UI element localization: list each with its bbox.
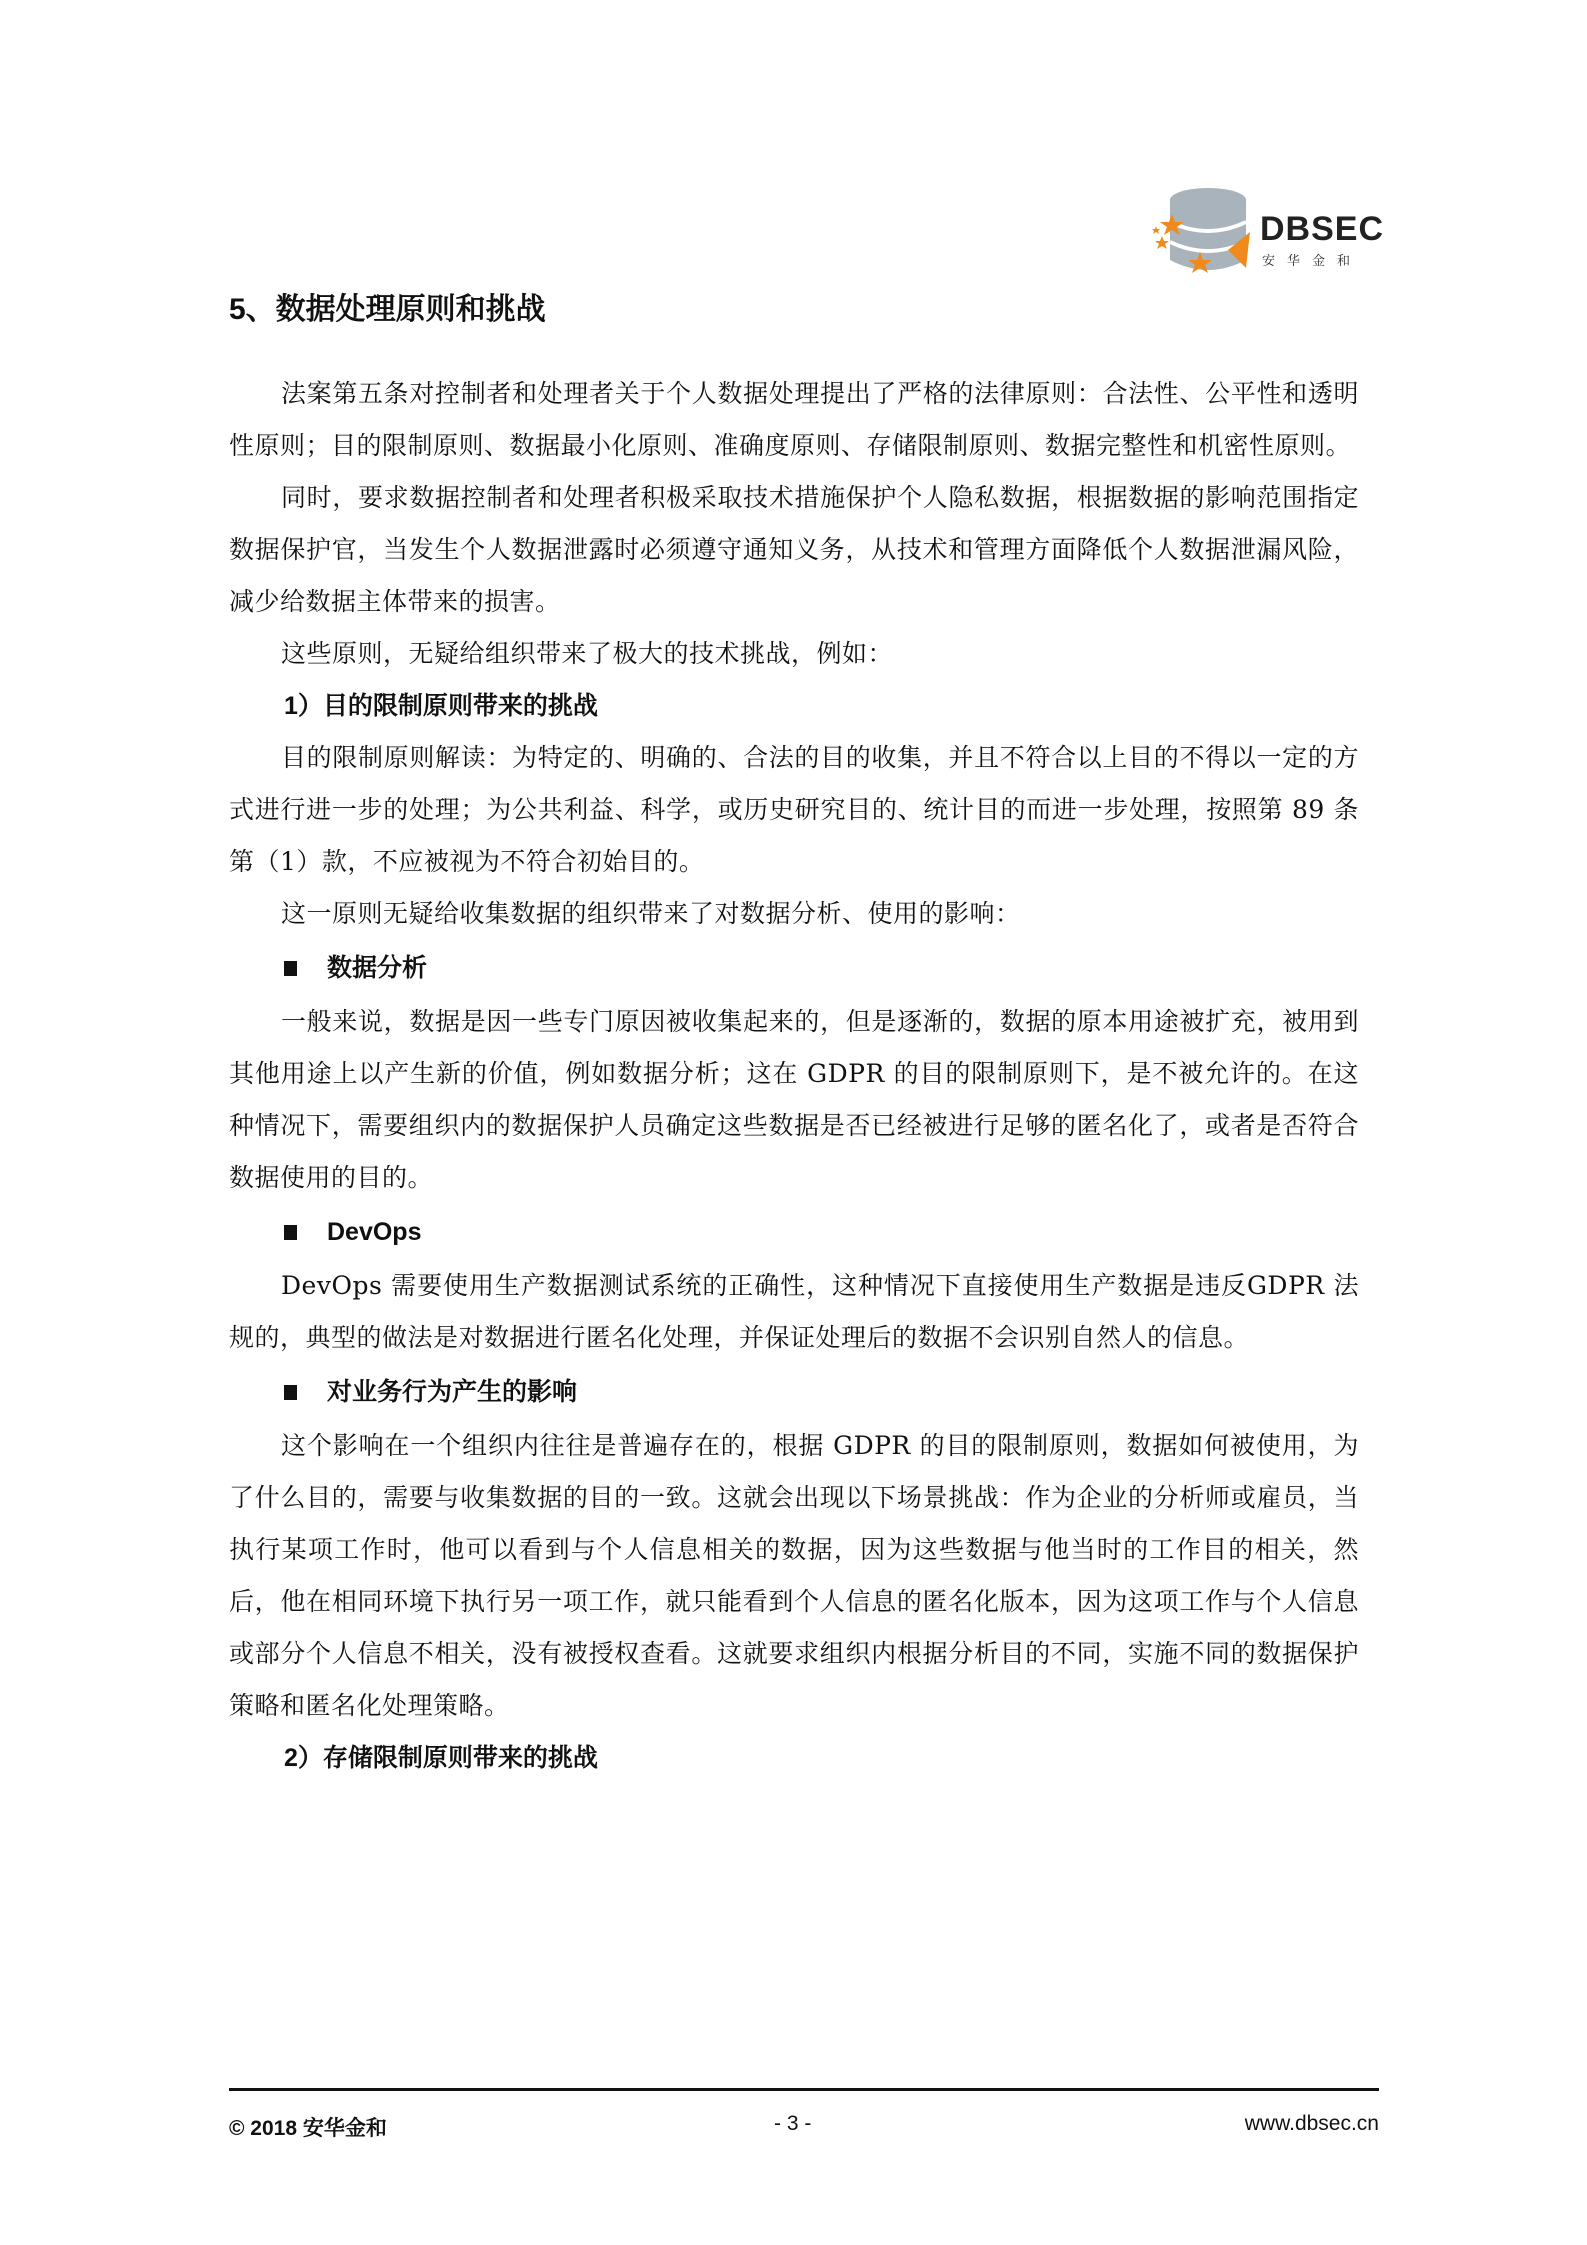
square-bullet-icon [284,1225,297,1240]
bullet-title: 数据分析 [327,954,428,982]
paragraph: 这个影响在一个组织内往往是普遍存在的，根据 GDPR 的目的限制原则，数据如何被使用，为了什么目的，需要与收集数据的目的一致。这就会出现以下场景挑战：作为企业的分析师或雇员，当执行某项工作时，他可以看到与个人信息相关的数据，因为这些数据与他当时的工作目的相关，然后，他在相同环境下执行另一项工作，就只能看到个人信息的匿名化版本，因为这项工作与个人信息或部分个人信息不相关，没有被授权查看。这就要求组织内根据分析目的不同，实施不同的数据保护策略和匿名化处理策略。 [229,1431,1359,1720]
paragraph: 同时，要求数据控制者和处理者积极采取技术措施保护个人隐私数据，根据数据的影响范围指定数据保护官，当发生个人数据泄露时必须遵守通知义务，从技术和管理方面降低个人数据泄漏风险，减少给数据主体带来的损害。 [229,483,1359,616]
logo-subtext: 安华金和 [1262,254,1363,269]
paragraph: 这些原则，无疑给组织带来了极大的技术挑战，例如： [281,639,894,668]
bullet-title: 对业务行为产生的影响 [327,1378,578,1406]
bullet-heading [229,940,1359,996]
paragraph: 一般来说，数据是因一些专门原因被收集起来的，但是逐渐的，数据的原本用途被扩充，被用到其他用途上以产生新的价值，例如数据分析；这在 GDPR 的目的限制原则下，是不被允许的。在这种情况下，需要组织内的数据保护人员确定这些数据是否已经被进行足够的匿名化了，或者是否符合数据使用的目的。 [229,1007,1359,1192]
bullet-heading [229,1204,1359,1260]
logo-text: DBSEC [1260,210,1385,248]
paragraph: 目的限制原则解读：为特定的、明确的、合法的目的收集，并且不符合以上目的不得以一定的方式进行进一步的处理；为公共利益、科学，或历史研究目的、统计目的而进一步处理，按照第 89 条第（1）款，不应被视为不符合初始目的。 [229,743,1359,876]
page-number: - 3 - [774,2112,812,2135]
paragraph: 法案第五条对控制者和处理者关于个人数据处理提出了严格的法律原则：合法性、公平性和透明性原则；目的限制原则、数据最小化原则、准确度原则、存储限制原则、数据完整性和机密性原则。 [229,379,1359,460]
footer-copyright: © 2018 安华金和 [229,2117,387,2140]
section-title: 5、数据处理原则和挑战 [229,293,546,326]
square-bullet-icon [284,1385,297,1400]
square-bullet-icon [284,961,297,976]
subsection-heading: 2）存储限制原则带来的挑战 [284,1744,598,1772]
paragraph: DevOps 需要使用生产数据测试系统的正确性，这种情况下直接使用生产数据是违反GDPR 法规的，典型的做法是对数据进行匿名化处理，并保证处理后的数据不会识别自然人的信息。 [229,1271,1359,1352]
footer-divider [229,2088,1379,2091]
paragraph: 这一原则无疑给收集数据的组织带来了对数据分析、使用的影响： [281,899,1021,928]
footer-website-link[interactable]: www.dbsec.cn [1244,2112,1379,2135]
bullet-title: DevOps [327,1218,422,1246]
document-body [229,290,1359,1784]
dbsec-logo [1150,180,1385,280]
bullet-heading [229,1364,1359,1420]
subsection-heading: 1）目的限制原则带来的挑战 [284,692,598,720]
database-stars-icon [1150,180,1255,280]
page-footer [229,2112,1379,2142]
